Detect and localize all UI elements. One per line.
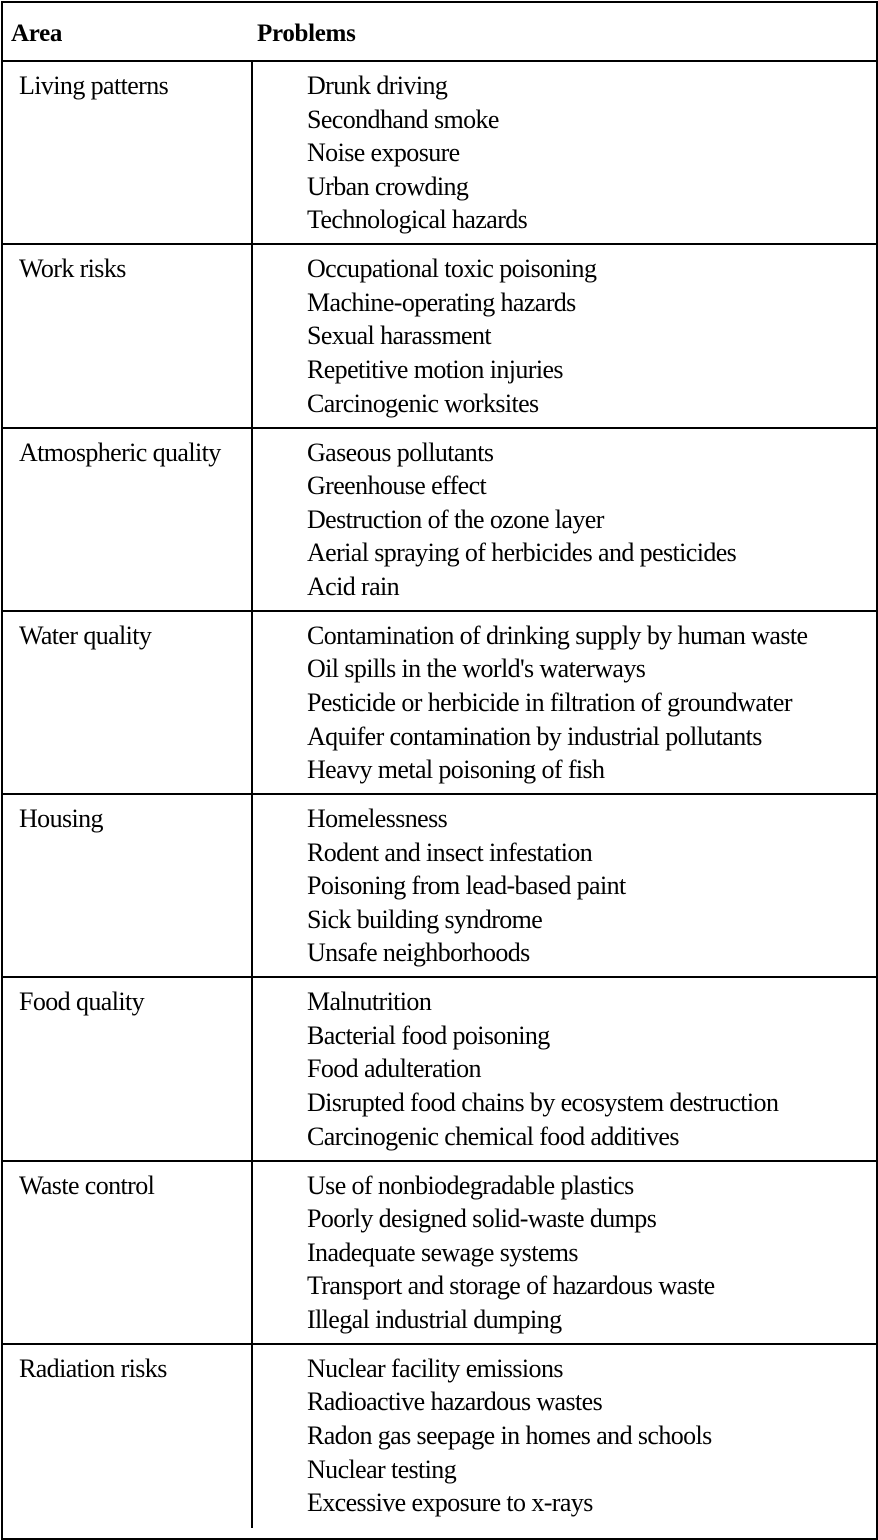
problem-item: Urban crowding <box>307 171 469 201</box>
problems-table <box>1 1 878 1540</box>
problem-item: Aerial spraying of herbicides and pesticides <box>307 538 737 568</box>
problem-item: Oil spills in the world's waterways <box>307 654 646 684</box>
problem-item: Contamination of drinking supply by human waste <box>307 620 808 650</box>
problem-item: Sick building syndrome <box>307 904 543 934</box>
table-row <box>3 612 876 795</box>
table-body <box>3 62 876 1528</box>
problem-item: Radioactive hazardous wastes <box>307 1387 603 1417</box>
column-divider <box>251 1162 253 1343</box>
problem-item: Heavy metal poisoning of fish <box>307 755 605 785</box>
header-problems: Problems <box>257 20 356 47</box>
problems-list <box>307 619 807 787</box>
area-cell: Atmospheric quality <box>19 437 221 467</box>
problems-list <box>307 436 736 604</box>
problem-item: Carcinogenic chemical food additives <box>307 1121 679 1151</box>
table-row <box>3 1345 876 1528</box>
problem-item: Pesticide or herbicide in filtration of groundwater <box>307 687 792 717</box>
area-cell: Waste control <box>19 1170 155 1200</box>
problems-list <box>307 252 596 420</box>
problem-item: Bacterial food poisoning <box>307 1020 550 1050</box>
problem-item: Illegal industrial dumping <box>307 1304 562 1334</box>
column-divider <box>251 978 253 1159</box>
problems-list <box>307 1169 715 1337</box>
column-divider <box>251 62 253 243</box>
problem-item: Disrupted food chains by ecosystem destruction <box>307 1088 779 1118</box>
problems-list <box>307 985 778 1153</box>
area-cell: Food quality <box>19 987 144 1017</box>
problem-item: Machine-operating hazards <box>307 287 576 317</box>
problem-item: Rodent and insect infestation <box>307 837 593 867</box>
problem-item: Nuclear testing <box>307 1454 457 1484</box>
area-cell: Living patterns <box>19 71 169 100</box>
problem-item: Gaseous pollutants <box>307 437 494 467</box>
problem-item: Drunk driving <box>307 71 448 100</box>
problem-item: Aquifer contamination by industrial pollutants <box>307 721 762 751</box>
problem-item: Transport and storage of hazardous waste <box>307 1271 715 1301</box>
table-row <box>3 62 876 245</box>
table-row <box>3 429 876 612</box>
column-divider <box>251 612 253 793</box>
table-row <box>3 795 876 978</box>
area-cell: Radiation risks <box>19 1353 167 1383</box>
area-cell: Water quality <box>19 620 152 650</box>
problem-item: Acid rain <box>307 571 400 601</box>
table-row <box>3 245 876 428</box>
area-cell: Housing <box>19 804 103 833</box>
problem-item: Excessive exposure to x-rays <box>307 1488 593 1518</box>
problem-item: Unsafe neighborhoods <box>307 938 530 968</box>
column-divider <box>251 795 253 976</box>
problem-item: Destruction of the ozone layer <box>307 504 604 534</box>
problems-list <box>307 1352 712 1520</box>
problem-item: Use of nonbiodegradable plastics <box>307 1170 634 1200</box>
problem-item: Food adulteration <box>307 1054 481 1084</box>
column-divider <box>251 429 253 610</box>
problem-item: Repetitive motion injuries <box>307 355 563 385</box>
problem-item: Malnutrition <box>307 987 432 1017</box>
problem-item: Technological hazards <box>307 205 528 235</box>
table-row <box>3 978 876 1161</box>
column-divider <box>251 245 253 426</box>
problem-item: Secondhand smoke <box>307 104 499 134</box>
table-header <box>3 3 876 62</box>
column-divider <box>251 1345 253 1528</box>
problem-item: Occupational toxic poisoning <box>307 254 597 284</box>
area-cell: Work risks <box>19 254 126 284</box>
problem-item: Nuclear facility emissions <box>307 1353 563 1383</box>
header-area: Area <box>11 20 63 47</box>
table-row <box>3 1162 876 1345</box>
problem-item: Radon gas seepage in homes and schools <box>307 1420 712 1450</box>
problem-item: Carcinogenic worksites <box>307 388 539 418</box>
problem-item: Inadequate sewage systems <box>307 1237 578 1267</box>
problem-item: Sexual harassment <box>307 321 492 351</box>
problems-list <box>307 802 626 970</box>
problem-item: Noise exposure <box>307 138 460 168</box>
problem-item: Homelessness <box>307 804 448 833</box>
problem-item: Poisoning from lead-based paint <box>307 871 626 901</box>
problems-list <box>307 69 527 237</box>
problem-item: Greenhouse effect <box>307 471 487 501</box>
problem-item: Poorly designed solid-waste dumps <box>307 1204 657 1234</box>
